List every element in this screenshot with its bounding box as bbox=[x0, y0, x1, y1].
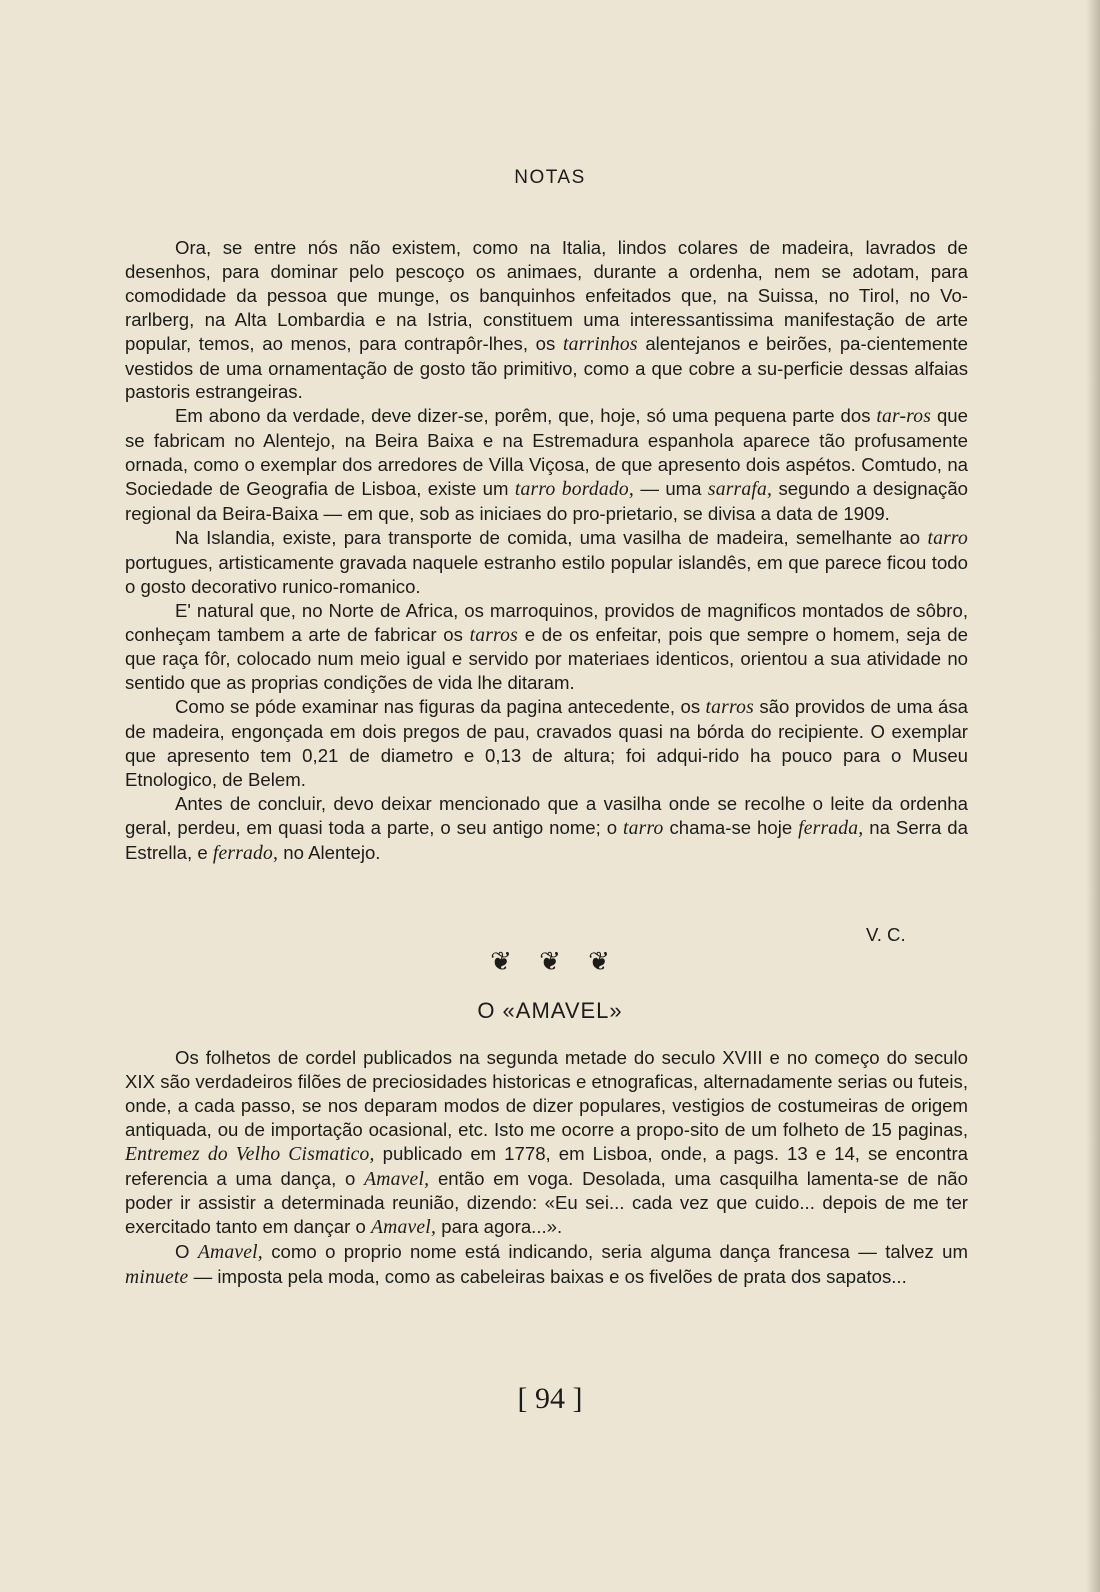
emphasis: tarros bbox=[469, 624, 518, 646]
section-divider bbox=[0, 946, 1100, 977]
article-tarros bbox=[125, 236, 968, 866]
emphasis: tarro bordado, bbox=[514, 479, 634, 501]
paragraph-1: Ora, se entre nós não existem, como na Italia, lindos colares de madeira, lavrados de desenhos, para dominar pelo pescoço os animaes, durante a ordenha, nem se adotam, para comodidade da pessoa que munge, os banquinhos enfeitados que, na Suissa, no Tirol, no Vo-rarlberg, na Alta Lombardia e na Istria, constituem uma interessantissima manifestação de arte popular, temos, ao menos, para contrapôr-lhes, os tarrinhos alentejanos e beirões, pa-cientemente vestidos de uma ornamentação de gosto tão primitivo, como a que cobre a su-perficie dessas alfaias pastoris estrangeiras. bbox=[125, 237, 969, 403]
emphasis: tarro bbox=[622, 817, 664, 839]
paragraph-2: Em abono da verdade, deve dizer-se, porêm, que, hoje, só uma pequena parte dos tar-ros que se fabricam no Alentejo, na Beira Baixa e na Estremadura espanhola aparece tão profusamente ornada, como o exemplar dos arredores de Villa Viçosa, de que apresento dois aspétos. Comtudo, na Sociedade de Geografia de Lisboa, existe um tarro bordado, — uma sarrafa, segundo a designação regional da Beira-Baixa — em que, sob as iniciaes do pro-prietario, se divisa a data de 1909. bbox=[125, 405, 969, 524]
running-header: NOTAS bbox=[514, 167, 586, 188]
fleuron-ornament-icon: ❦ bbox=[490, 946, 512, 976]
emphasis: ferrado, bbox=[212, 842, 279, 864]
page-number: [ 94 ] bbox=[517, 1382, 583, 1415]
fleuron-ornament-icon: ❦ bbox=[588, 946, 610, 976]
article-amavel bbox=[125, 1046, 968, 1290]
paragraph-5: Como se póde examinar nas figuras da pagina antecedente, os tarros são providos de uma ása de madeira, engonçada em dois pregos de pau, cravados quasi na bórda do recipiente. O exemplar que apresento tem 0,21 de diametro e 0,13 de altura; foi adqui-rido ha pouco para o Museu Etnologico, de Belem. bbox=[125, 696, 969, 790]
emphasis: tarros bbox=[705, 697, 754, 719]
emphasis: tarrinhos bbox=[562, 333, 638, 355]
emphasis: tar-ros bbox=[876, 406, 932, 428]
emphasis: minuete bbox=[125, 1267, 189, 1289]
emphasis: tarro bbox=[927, 527, 968, 549]
emphasis: Entremez do Velho Cismatico, bbox=[125, 1143, 375, 1165]
paragraph-4: E' natural que, no Norte de Africa, os marroquinos, providos de magnificos montados de sôbro, conheçam tambem a arte de fabricar os tarros e de os enfeitar, pois que sempre o homem, seja de que raça fôr, colocado num meio igual e servido por materiaes identicos, orientou a sua atividade no sentido que as proprias condições de vida lhe ditaram. bbox=[125, 599, 968, 694]
emphasis: ferrada, bbox=[798, 817, 864, 839]
paragraph-2: O Amavel, como o proprio nome está indicando, seria alguma dança francesa — talvez um minuete — imposta pela moda, como as cabeleiras baixas e os fivelões de prata dos sapatos... bbox=[125, 1241, 968, 1289]
author-signature: V. C. bbox=[866, 924, 906, 945]
emphasis: sarrafa, bbox=[707, 479, 773, 501]
emphasis: Amavel, bbox=[197, 1242, 263, 1264]
emphasis: Amavel, bbox=[371, 1217, 437, 1239]
paragraph-1: Os folhetos de cordel publicados na segunda metade do seculo XVIII e no começo do seculo XIX são verdadeiros filões de preciosidades historicas e etnograficas, alternadamente serias ou futeis, onde, a cada passo, se nos deparam modos de dizer populares, vestigios de costumeiras de origem antiquada, ou de importação ocasional, etc. Isto me ocorre a propo-sito de um folheto de 15 paginas, Entremez do Velho Cismatico, publicado em 1778, em Lisboa, onde, a pags. 13 e 14, se encontra referencia a uma dança, o Amavel, então em voga. Desolada, uma casquilha lamenta-se de não poder ir assistir a determinada reunião, dizendo: «Eu sei... cada vez que cuido... depois de me ter exercitado tanto em dançar o Amavel, para agora...». bbox=[125, 1047, 968, 1239]
article-title: O «AMAVEL» bbox=[477, 998, 623, 1023]
emphasis: Amavel, bbox=[364, 1168, 430, 1190]
paragraph-3: Na Islandia, existe, para transporte de comida, uma vasilha de madeira, semelhante ao tarro portugues, artisticamente gravada naquele estranho estilo popular islandês, em que parece ficou todo o gosto decorativo runico-romanico. bbox=[125, 526, 968, 597]
page-edge-shadow bbox=[1086, 0, 1100, 1592]
paragraph-6: Antes de concluir, devo deixar mencionado que a vasilha onde se recolhe o leite da ordenha geral, perdeu, em quasi toda a parte, o seu antigo nome; o tarro chama-se hoje ferrada, na Serra da Estrella, e ferrado, no Alentejo. bbox=[125, 792, 968, 864]
fleuron-ornament-icon: ❦ bbox=[539, 946, 561, 976]
